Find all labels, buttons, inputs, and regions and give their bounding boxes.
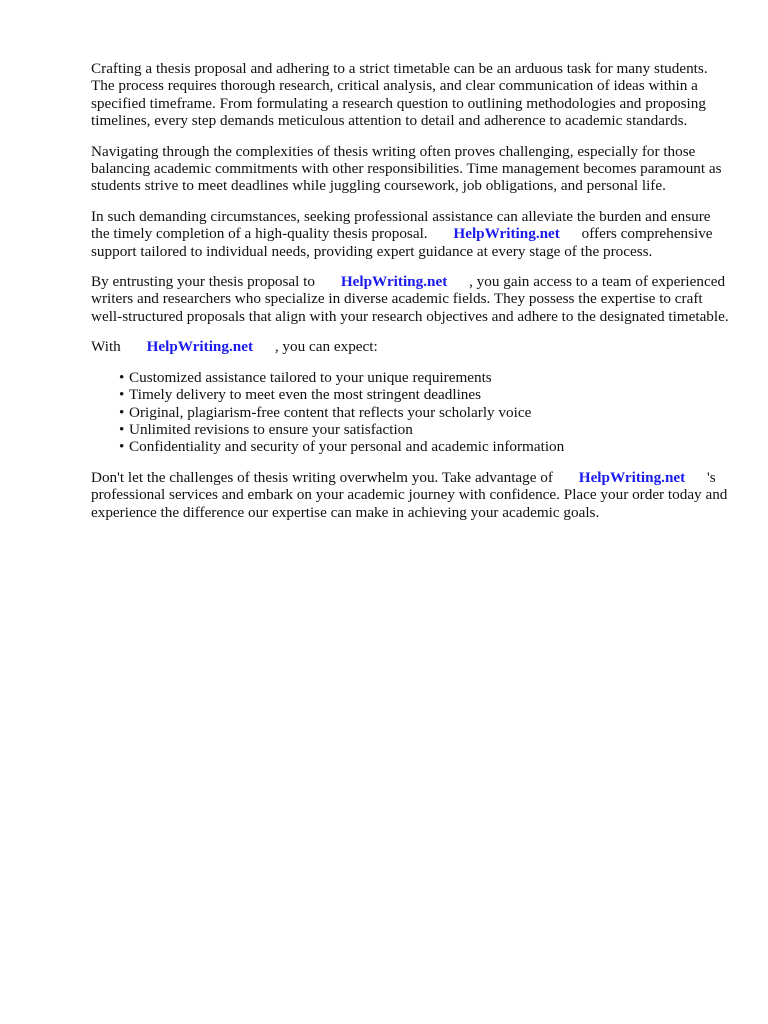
list-item-text: Unlimited revisions to ensure your satisfaction [129, 420, 413, 438]
list-item [119, 438, 731, 455]
paragraph-assistance [91, 208, 731, 260]
paragraph-entrusting-text-before: By entrusting your thesis proposal to [91, 273, 316, 291]
paragraph-entrusting-text-after: , you gain access to a team of experienced writers and researchers who specialize in diverse academic fields. They possess the expertise to craft well-structured proposals that align with your research objectives and adhere to the designated timetable. [91, 273, 729, 325]
paragraph-expect-text-after: , you can expect: [274, 338, 378, 356]
list-item-text: Original, plagiarism-free content that reflects your scholarly voice [129, 403, 532, 421]
paragraph-intro: Crafting a thesis proposal and adhering to a strict timetable can be an arduous task for many students. The process requires thorough research, critical analysis, and clear communication of ideas within a specified timeframe. From formulating a research question to outlining methodologies and proposing timelines, every step demands meticulous attention to detail and adherence to academic standards. [91, 60, 708, 130]
list-item [119, 404, 731, 421]
bullet-icon: • [119, 438, 125, 456]
helpwriting-link[interactable]: HelpWriting.net [340, 273, 448, 291]
helpwriting-link[interactable]: HelpWriting.net [453, 225, 560, 243]
bullet-icon: • [119, 368, 125, 386]
paragraph-expect [91, 338, 731, 355]
paragraph-expect-text-before: With [91, 338, 121, 356]
list-item [119, 386, 731, 403]
paragraph-assistance-text-before: In such demanding circumstances, seeking professional assistance can alleviate the burden and ensure the timely completion of a high-quality thesis proposal. [91, 207, 711, 243]
bullet-icon: • [119, 420, 125, 438]
list-item-text: Confidentiality and security of your personal and academic information [129, 438, 565, 456]
bullet-icon: • [119, 403, 125, 421]
list-item [119, 421, 731, 438]
list-item [119, 369, 731, 386]
paragraph-closing-text-before: Don't let the challenges of thesis writing overwhelm you. Take advantage of [91, 468, 553, 486]
helpwriting-link[interactable]: HelpWriting.net [578, 468, 686, 486]
helpwriting-link[interactable]: HelpWriting.net [146, 338, 254, 356]
paragraph-challenges: Navigating through the complexities of thesis writing often proves challenging, especially for those balancing academic commitments with other responsibilities. Time management becomes paramount as students strive to meet deadlines while juggling coursework, job obligations, and personal life. [91, 142, 722, 195]
benefits-list [91, 369, 731, 456]
document-page [91, 60, 731, 534]
paragraph-closing [91, 469, 731, 521]
list-item-text: Timely delivery to meet even the most stringent deadlines [129, 386, 482, 404]
paragraph-closing-text-after: 's professional services and embark on your academic journey with confidence. Place your order today and experience the difference our expertise can make in achieving your academic goals. [91, 468, 728, 521]
list-item-text: Customized assistance tailored to your unique requirements [129, 368, 492, 386]
paragraph-assistance-text-after: offers comprehensive support tailored to individual needs, providing expert guidance at every stage of the process. [91, 225, 713, 260]
bullet-icon: • [119, 386, 125, 404]
paragraph-entrusting [91, 273, 731, 325]
